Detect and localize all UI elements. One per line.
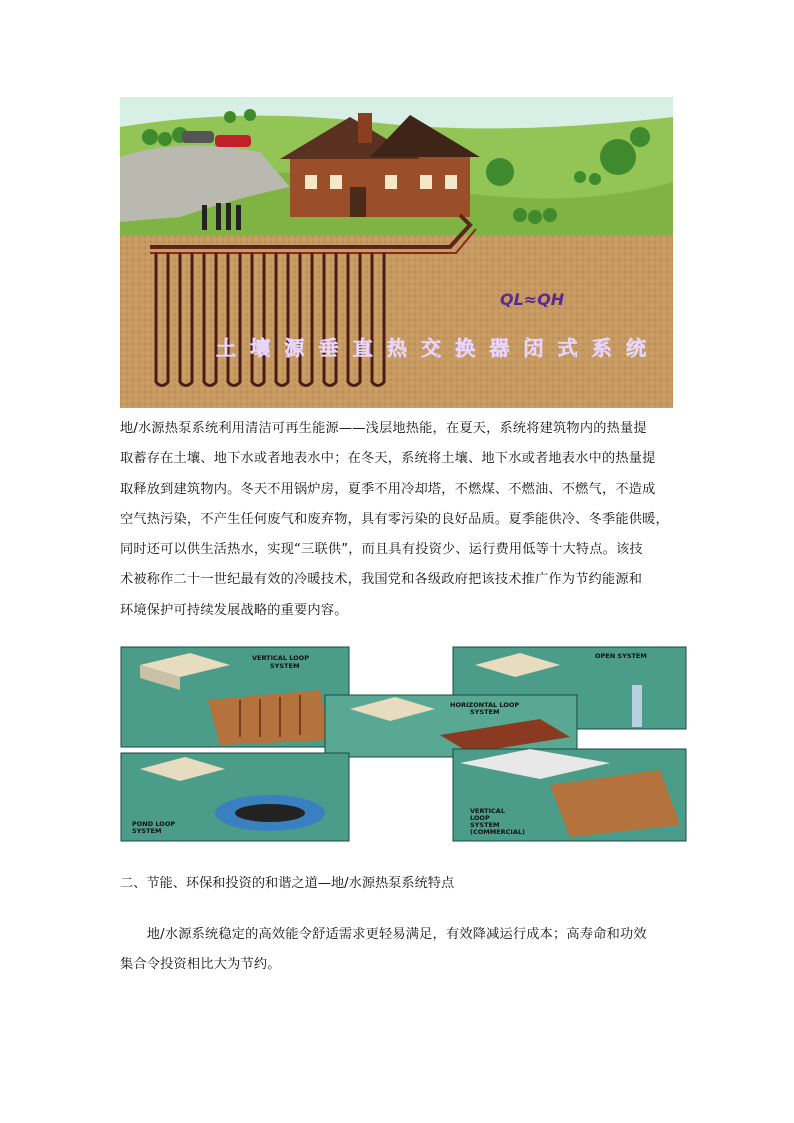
text-line: 环境保护可持续发展战略的重要内容。 — [120, 602, 348, 618]
section-heading: 二、节能、环保和投资的和谐之道—地/水源热泵系统特点 — [120, 876, 455, 891]
pond-loop-label-1: POND LOOP — [132, 820, 176, 828]
text-line: 取释放到建筑物内。冬天不用锅炉房，夏季不用冷却塔，不燃煤、不燃油、不燃气，不造成 — [120, 481, 656, 497]
text-line: 同时还可以供生活热水，实现“三联供”，而且具有投资少、运行费用低等十大特点。该技 — [120, 542, 643, 558]
commercial-label-3: SYSTEM — [470, 821, 500, 829]
pond-loop-panel — [121, 753, 349, 841]
formula-label: QL≈QH — [500, 290, 565, 309]
horizontal-loop-panel — [325, 695, 577, 757]
body-paragraph-2 — [120, 920, 680, 981]
vertical-loop-label-1: VERTICAL LOOP — [252, 654, 309, 662]
body-paragraph-1 — [120, 414, 680, 626]
horizontal-loop-label-1: HORIZONTAL LOOP — [450, 701, 520, 709]
vertical-loop-panel — [121, 647, 349, 747]
text-line: 空气热污染，不产生任何废气和废弃物，具有零污染的良好品质。夏季能供冷、冬季能供暖， — [120, 511, 669, 527]
figure-caption: 土壤源垂直热交换器闭式系统 — [216, 336, 646, 360]
horizontal-loop-label-2: SYSTEM — [470, 708, 500, 716]
text-line: 术被称作二十一世纪最有效的冷暖技术，我国党和各级政府把该技术推广作为节约能源和 — [120, 572, 643, 588]
commercial-label-4: (COMMERCIAL) — [470, 828, 525, 836]
commercial-label-2: LOOP — [470, 814, 490, 822]
pond-loop-label-2: SYSTEM — [132, 827, 162, 835]
commercial-loop-panel — [453, 749, 686, 841]
text-line: 地/水源热泵系统利用清洁可再生能源——浅层地热能，在夏天，系统将建筑物内的热量提 — [120, 421, 647, 436]
ground-loop-illustration — [120, 97, 673, 408]
text-line: 地/水源系统稳定的高效能令舒适需求更轻易满足，有效降减运行成本；高寿命和功效 — [120, 927, 647, 942]
text-line: 取蓄存在土壤、地下水或者地表水中；在冬天，系统将土壤、地下水或者地表水中的热量提 — [120, 451, 656, 467]
commercial-label-1: VERTICAL — [470, 807, 505, 815]
open-system-label: OPEN SYSTEM — [595, 652, 647, 660]
vertical-loop-label-2: SYSTEM — [270, 662, 300, 670]
text-line: 集合令投资相比大为节约。 — [120, 957, 281, 973]
loop-systems-diagram — [120, 645, 687, 842]
